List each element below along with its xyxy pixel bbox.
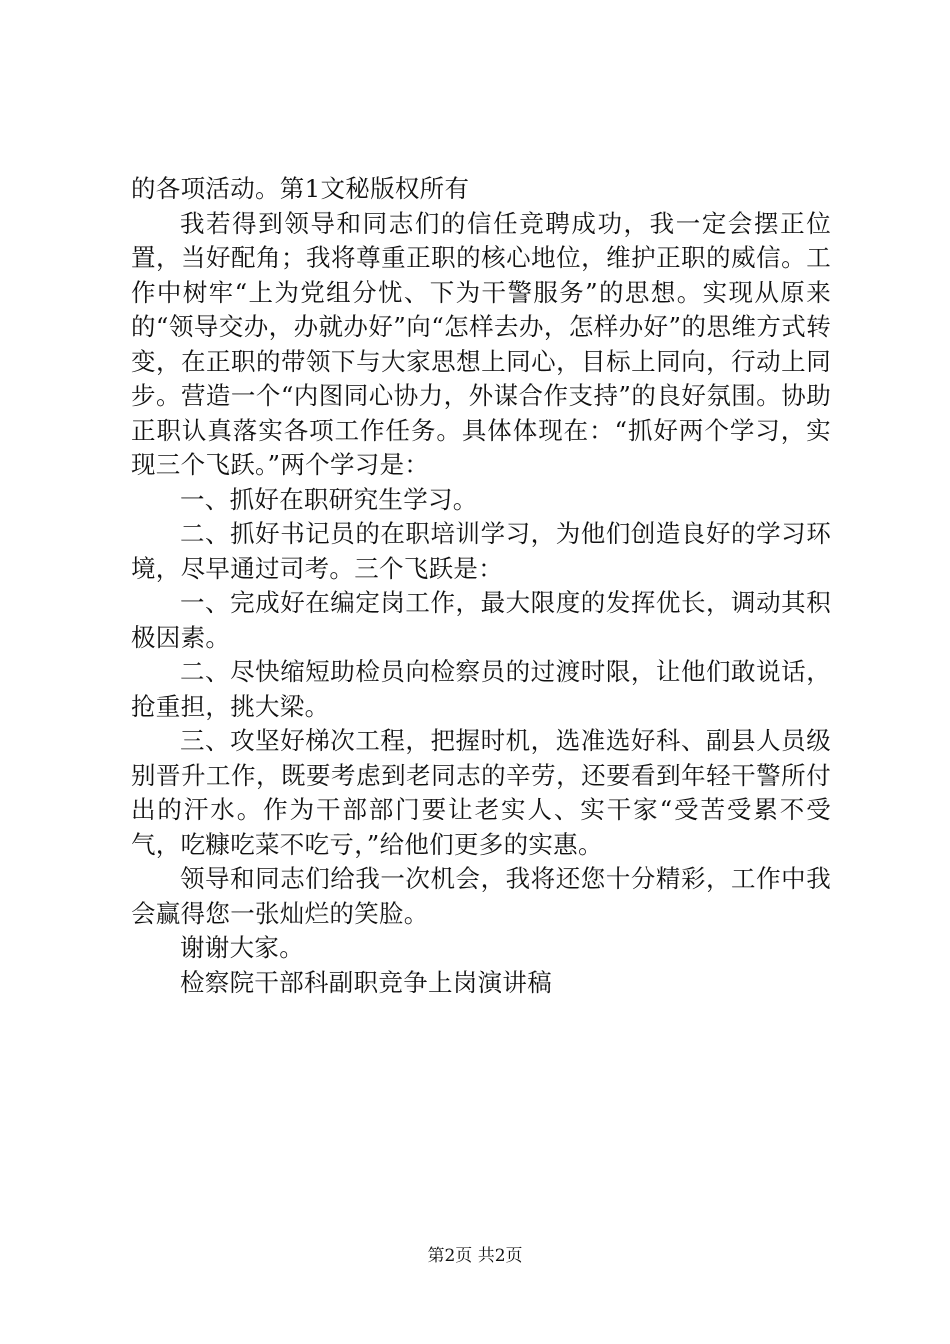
paragraph-leap-three: 三、攻坚好梯次工程，把握时机，选准选好科、副县人员级别晋升工作，既要考虑到老同志的辛劳，还要看到年轻干警所付出的汗水。作为干部部门要让老实人、实干家“受苦受累不受气，吃糠吃菜不吃亏，”给他们更多的实惠。 bbox=[131, 726, 831, 859]
document-title-line: 检察院干部科副职竞争上岗演讲稿 bbox=[180, 967, 552, 997]
paragraph-continuation: 的各项活动。第1文秘版权所有 bbox=[131, 174, 470, 203]
paragraph-closing: 领导和同志们给我一次机会，我将还您十分精彩，工作中我会赢得您一张灿烂的笑脸。 bbox=[131, 864, 831, 928]
paragraph-leap-one: 一、完成好在编定岗工作，最大限度的发挥优长，调动其积极因素。 bbox=[131, 588, 831, 652]
paragraph-study-one: 一、抓好在职研究生学习。 bbox=[180, 484, 478, 514]
paragraph-thanks: 谢谢大家。 bbox=[180, 933, 304, 962]
paragraph-leap-two: 二、尽快缩短助检员向检察员的过渡时限，让他们敢说话，抢重担，挑大梁。 bbox=[131, 657, 831, 721]
document-body bbox=[131, 172, 831, 1000]
paragraph-commitment: 我若得到领导和同志们的信任竞聘成功，我一定会摆正位置，当好配角；我将尊重正职的核心地位，维护正职的威信。工作中树牢“上为党组分忧、下为干警服务”的思想。实现从原来的“领导交办，办就办好”向“怎样去办，怎样办好”的思维方式转变，在正职的带领下与大家思想上同心，目标上同向，行动上同步。营造一个“内图同心协力，外谋合作支持”的良好氛围。协助正职认真落实各项工作任务。具体体现在：“抓好两个学习，实现三个飞跃。”两个学习是： bbox=[131, 208, 831, 479]
page-number-footer: 第2页 共2页 bbox=[427, 1246, 523, 1266]
paragraph-study-two: 二、抓好书记员的在职培训学习，为他们创造良好的学习环境，尽早通过司考。三个飞跃是： bbox=[131, 519, 831, 583]
